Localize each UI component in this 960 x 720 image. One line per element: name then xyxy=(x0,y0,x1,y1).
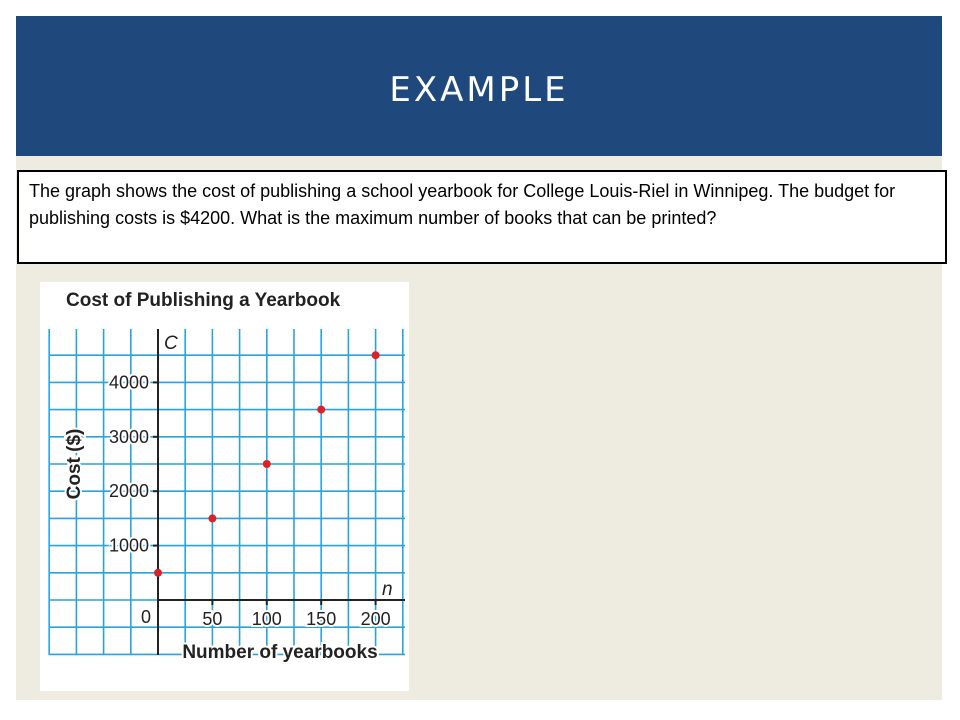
data-point xyxy=(263,460,271,468)
chart-panel xyxy=(40,282,409,691)
x-axis-title: Number of yearbooks xyxy=(182,642,378,663)
x-tick-label: 50 xyxy=(202,609,223,629)
x-axis-variable-label: n xyxy=(382,579,393,600)
y-tick-label: 4000 xyxy=(108,372,149,393)
y-axis-title: Cost ($) xyxy=(64,428,85,500)
origin-label: 0 xyxy=(140,607,152,627)
chart-title: Cost of Publishing a Yearbook xyxy=(66,290,341,311)
x-tick-label: 150 xyxy=(306,609,337,629)
slide-title: EXAMPLE xyxy=(389,70,569,110)
data-point xyxy=(208,514,216,522)
y-tick-label: 1000 xyxy=(108,535,149,556)
data-point xyxy=(317,406,325,414)
x-tick-label: 100 xyxy=(251,609,282,629)
question-text: The graph shows the cost of publishing a school yearbook for College Louis-Riel in Winnipeg. The budget for publishing costs is $4200. What is the maximum number of books that can be printed? xyxy=(29,181,896,228)
question-text-box xyxy=(17,170,947,264)
scatter-chart xyxy=(40,282,409,691)
data-point xyxy=(372,351,380,359)
data-point xyxy=(154,569,162,577)
y-axis-variable-label: C xyxy=(164,333,178,354)
y-tick-label: 2000 xyxy=(108,481,149,502)
chart-grid xyxy=(49,329,405,655)
slide-header xyxy=(16,16,942,156)
x-tick-label: 200 xyxy=(360,609,391,629)
y-tick-label: 3000 xyxy=(108,426,149,447)
